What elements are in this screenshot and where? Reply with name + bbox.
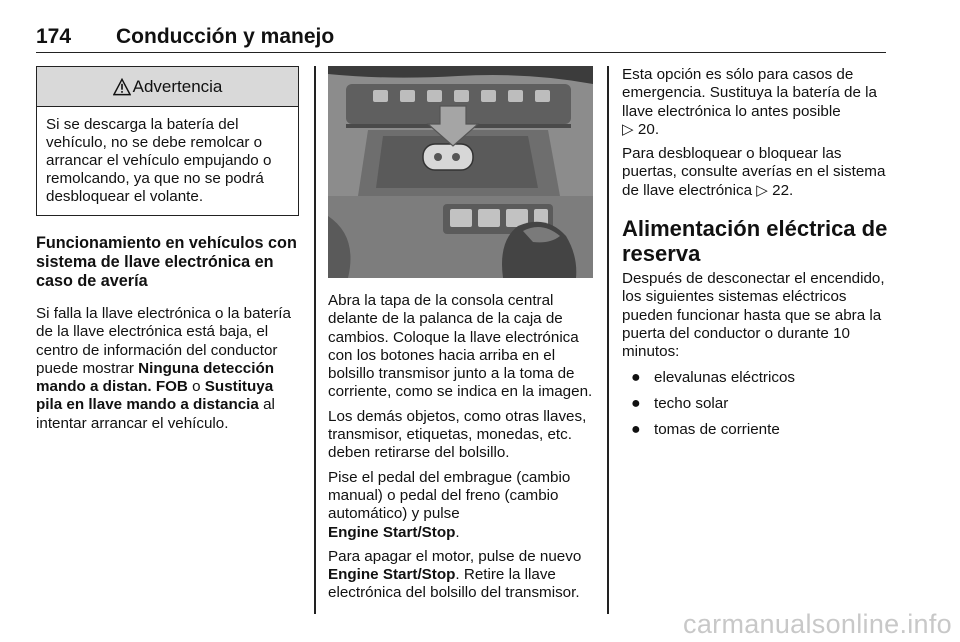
paragraph xyxy=(328,548,593,603)
column-left xyxy=(36,66,299,433)
paragraph: Después de desconectar el encendido, los siguientes sistemas eléctricos pueden funcionar hasta que se abra la puerta del conductor o durante 10 minutos: xyxy=(622,270,885,361)
warning-header xyxy=(37,67,298,107)
column-divider xyxy=(314,66,316,614)
button-name-text: Engine Start/Stop xyxy=(328,566,456,584)
page-ref-icon: ▷ xyxy=(622,120,634,138)
console-photo xyxy=(328,66,593,278)
chapter-title: Conducción y manejo xyxy=(116,25,335,48)
text-span: . xyxy=(455,523,460,541)
text-span: . Retire la llave electrónica del bolsillo del transmisor. xyxy=(328,566,580,602)
page-ref-icon: ▷ xyxy=(756,181,768,199)
paragraph: Los demás objetos, como otras llaves, transmisor, etiquetas, monedas, etc. deben retirarse del bolsillo. xyxy=(328,407,587,462)
paragraph xyxy=(622,145,888,200)
message-text: Sustituya pila en llave mando a distancia xyxy=(36,378,274,414)
page-reference[interactable]: 22. xyxy=(772,181,794,199)
bullet-list xyxy=(622,369,888,439)
column-middle xyxy=(328,66,593,603)
button-name-text: Engine Start/Stop xyxy=(328,523,456,541)
text-span: o xyxy=(187,378,205,396)
column-divider xyxy=(607,66,609,614)
text-span: Si falla la llave electrónica o la batería de la llave electrónica está baja, el centro de información del conductor puede mostrar xyxy=(36,305,291,377)
list-item xyxy=(622,395,888,413)
section-heading: Alimentación eléctrica de reserva xyxy=(622,216,888,267)
list-item-text: tomas de corriente xyxy=(654,420,780,438)
text-span: Esta opción es sólo para casos de emergencia. Sustituya la batería de la llave electrónica lo antes posible xyxy=(622,66,877,120)
text-span: Para apagar el motor, pulse de nuevo xyxy=(328,547,582,565)
watermark: carmanualsonline.info xyxy=(683,609,952,639)
warning-triangle-icon xyxy=(113,78,131,96)
paragraph xyxy=(36,305,299,433)
warning-box xyxy=(36,66,299,216)
column-right xyxy=(622,66,888,447)
page-header xyxy=(36,22,886,53)
list-item-text: techo solar xyxy=(654,394,729,412)
warning-text: Si se descarga la batería del vehículo, no se debe remolcar o arrancar el vehículo empujando o remolcando, ya que no se podrá desbloquear el volante. xyxy=(46,116,272,205)
warning-title: Advertencia xyxy=(132,76,223,96)
page-number: 174 xyxy=(36,25,72,48)
message-text: Ninguna detección mando a distan. FOB xyxy=(36,359,275,396)
bullet-icon: ● xyxy=(631,368,641,386)
text-span: al intentar arrancar el vehículo. xyxy=(36,396,275,432)
bullet-icon: ● xyxy=(631,394,641,412)
page-reference[interactable]: 20. xyxy=(637,120,660,138)
bullet-icon: ● xyxy=(631,420,641,438)
list-item xyxy=(622,421,888,439)
section-heading: Funcionamiento en vehículos con sistema de llave electrónica en caso de avería xyxy=(36,234,297,290)
paragraph xyxy=(328,469,593,542)
text-span: Para desbloquear o bloquear las puertas, consulte averías en el sistema de llave electrónica xyxy=(622,145,886,199)
list-item xyxy=(622,369,888,387)
text-span: Pise el pedal del embrague (cambio manual) o pedal del freno (cambio automático) y pulse xyxy=(328,468,571,523)
list-item-text: elevalunas eléctricos xyxy=(654,368,795,386)
paragraph xyxy=(622,66,888,139)
paragraph: Abra la tapa de la consola central delante de la palanca de la caja de cambios. Coloque la llave electrónica con los botones hacia arriba en el bolsillo transmisor junto a la toma de corriente, como se indica en la imagen. xyxy=(328,292,593,401)
